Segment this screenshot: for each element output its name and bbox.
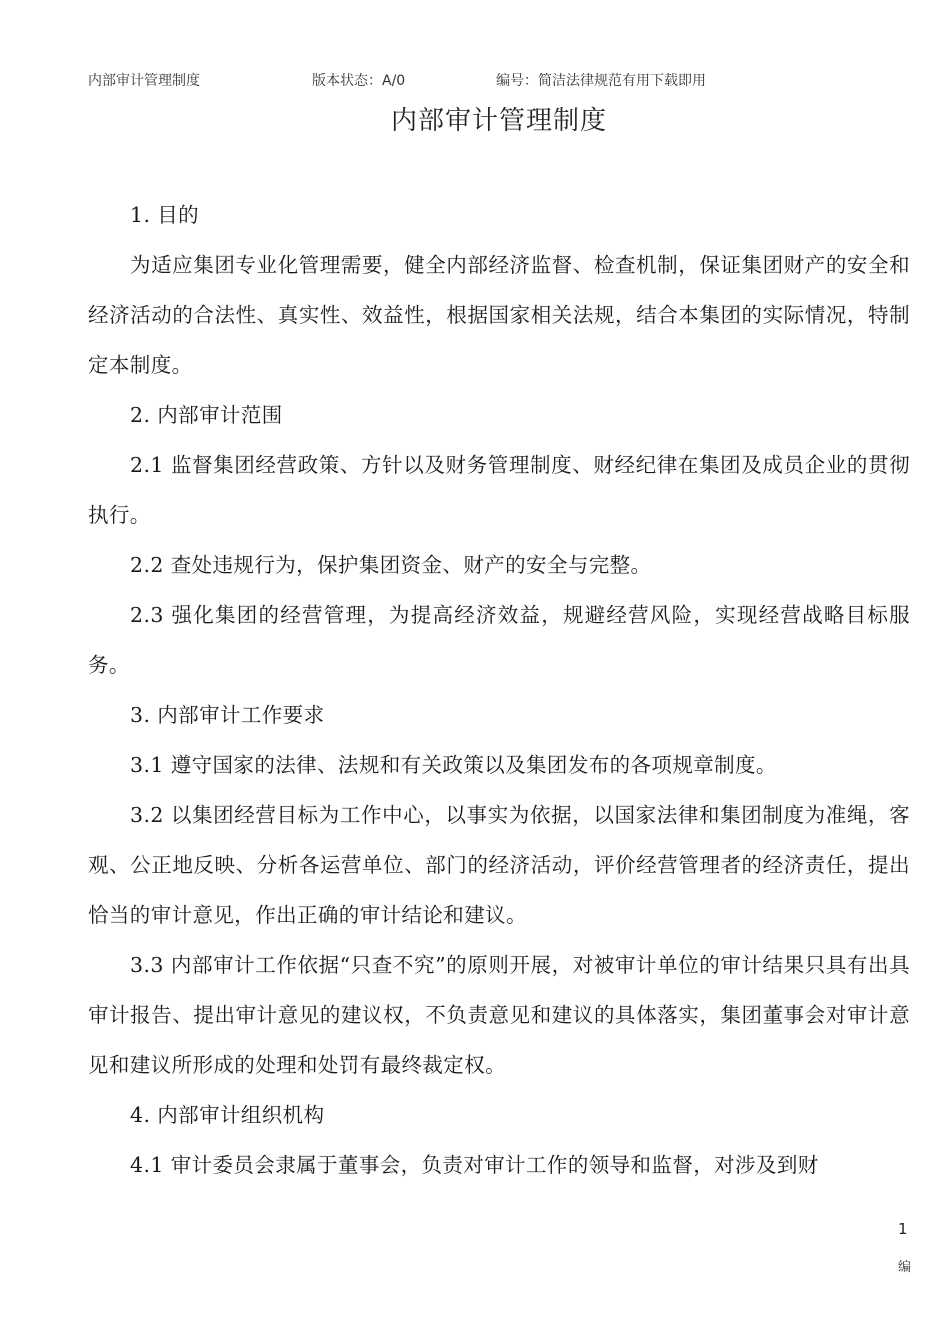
paragraph: 4.1 审计委员会隶属于董事会，负责对审计工作的领导和监督，对涉及到财 [130,1153,819,1177]
page-header [88,70,908,92]
paragraph: 2.2 查处违规行为，保护集团资金、财产的安全与完整。 [130,553,652,577]
page-number: 1 [898,1220,908,1238]
paragraph: 3.3 内部审计工作依据“只查不究”的原则开展，对被审计单位的审计结果只具有出具审计报告、提出审计意见的建议权，不负责意见和建议的具体落实，集团董事会对审计意见和建议所形成的处理和处罚有最终裁定权。 [88,953,910,1077]
document-title: 内部审计管理制度 [390,106,607,136]
paragraph: 4. 内部审计组织机构 [130,1103,325,1127]
header-version: 版本状态：A/0 [312,73,406,89]
paragraph: 2. 内部审计范围 [130,403,283,427]
header-doc-name: 内部审计管理制度 [88,73,200,89]
footer-trailing-text: 编 [898,1260,912,1275]
paragraph: 为适应集团专业化管理需要，健全内部经济监督、检查机制，保证集团财产的安全和经济活动的合法性、真实性、效益性，根据国家相关法规，结合本集团的实际情况，特制定本制度。 [88,253,910,377]
paragraph: 3.1 遵守国家的法律、法规和有关政策以及集团发布的各项规章制度。 [130,753,777,777]
paragraph: 2.1 监督集团经营政策、方针以及财务管理制度、财经纪律在集团及成员企业的贯彻执行。 [88,453,910,527]
paragraph: 2.3 强化集团的经营管理，为提高经济效益，规避经营风险，实现经营战略目标服务。 [88,603,910,677]
paragraph: 3.2 以集团经营目标为工作中心，以事实为依据，以国家法律和集团制度为准绳，客观、公正地反映、分析各运营单位、部门的经济活动，评价经营管理者的经济责任，提出恰当的审计意见，作出正确的审计结论和建议。 [88,803,910,927]
document-body [88,190,910,1190]
header-code: 编号：简洁法律规范有用下载即用 [496,73,706,89]
paragraph: 1. 目的 [130,203,200,227]
paragraph: 3. 内部审计工作要求 [130,703,325,727]
